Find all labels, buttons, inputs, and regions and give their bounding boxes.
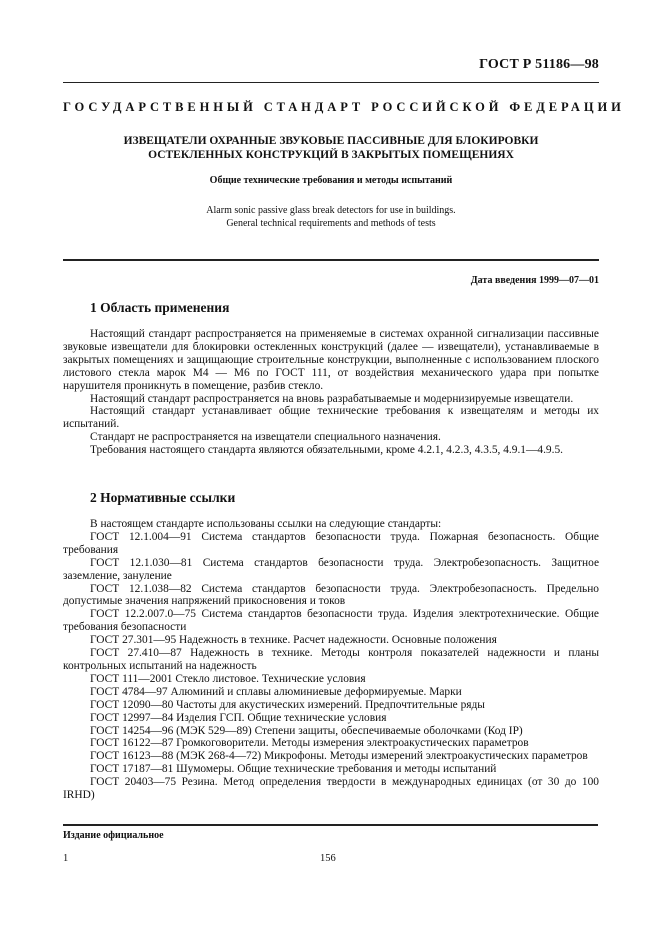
title-divider (63, 259, 599, 261)
reference-item: ГОСТ 12090—80 Частоты для акустических измерений. Предпочтительные ряды (90, 698, 485, 711)
paragraph: Стандарт не распространяется на извещатели специального назначения. (90, 431, 441, 444)
reference-item: ГОСТ 16122—87 Громкоговорители. Методы измерения электроакустических параметров (90, 737, 529, 750)
introduction-date: Дата введения 1999—07—01 (470, 275, 599, 286)
paragraph: Требования настоящего стандарта являются обязательными, кроме 4.2.1, 4.2.3, 4.3.5, 4.9.1—4.9.5. (90, 444, 564, 457)
sheet-number: 1 (63, 853, 69, 864)
document-subtitle: Общие технические требования и методы испытаний (209, 175, 453, 186)
section-heading: 1 Область применения (90, 300, 230, 315)
reference-item: ГОСТ 14254—96 (МЭК 529—89) Степени защиты, обеспечиваемые оболочками (Код IP) (90, 724, 523, 737)
section-scope (63, 300, 599, 457)
document-title-line-2: ОСТЕКЛЕННЫХ КОНСТРУКЦИЙ В ЗАКРЫТЫХ ПОМЕЩЕНИЯХ (148, 149, 514, 161)
standard-code: ГОСТ Р 51186—98 (479, 57, 599, 72)
reference-item: ГОСТ 12.1.030—81 Система стандартов безопасности труда. Электробезопасность. Защитное заземление, зануление (63, 556, 599, 582)
reference-item: ГОСТ 27.301—95 Надежность в технике. Расчет надежности. Основные положения (90, 634, 497, 647)
document-title (63, 134, 599, 162)
reference-item: ГОСТ 12997—84 Изделия ГСП. Общие технические условия (90, 711, 387, 724)
paragraph: Настоящий стандарт распространяется на применяемые в системах охранной сигнализации пассивные звуковые извещатели для блокировки остекленных конструкций (далее — извещатели), устанавливаемые в закрытых помещениях и защищающие строительные конструкции, выполненные с использованием плоского листового стекла марок М4 — М6 по ГОСТ 111, от воздействия механического удара при попытке нарушителя проникнуть в помещение, разбив стекло. (63, 328, 599, 392)
section-heading: 2 Нормативные ссылки (90, 490, 236, 505)
english-title-line-2: General technical requirements and methods of tests (226, 218, 436, 229)
english-title-line-1: Alarm sonic passive glass break detectors for use in buildings. (206, 205, 456, 216)
reference-item: ГОСТ 12.1.004—91 Система стандартов безопасности труда. Пожарная безопасность. Общие требования (63, 530, 599, 556)
reference-item: ГОСТ 20403—75 Резина. Метод определения твердости в международных единицах (от 30 до 100 IRHD) (63, 776, 599, 802)
paragraph: Настоящий стандарт распространяется на вновь разрабатываемые и модернизируемые извещатели. (90, 392, 574, 405)
footer-divider (63, 824, 598, 826)
reference-item: ГОСТ 4784—97 Алюминий и сплавы алюминиевые деформируемые. Марки (90, 685, 462, 698)
english-title (63, 204, 599, 230)
reference-item: ГОСТ 16123—88 (МЭК 268-4—72) Микрофоны. Методы измерений электроакустических параметров (90, 750, 588, 763)
document-title-line-1: ИЗВЕЩАТЕЛИ ОХРАННЫЕ ЗВУКОВЫЕ ПАССИВНЫЕ ДЛЯ БЛОКИРОВКИ (123, 135, 539, 147)
official-edition-label: Издание официальное (63, 830, 164, 841)
state-standard-title: ГОСУДАРСТВЕННЫЙ СТАНДАРТ РОССИЙСКОЙ ФЕДЕРАЦИИ (63, 100, 625, 114)
reference-item: В настоящем стандарте использованы ссылки на следующие стандарты: (90, 518, 442, 530)
section-normative-references (63, 490, 599, 802)
paragraph: Настоящий стандарт устанавливает общие технические требования к извещателям и методы их испытаний. (63, 405, 599, 431)
page-number: 156 (320, 853, 336, 864)
reference-item: ГОСТ 111—2001 Стекло листовое. Технические условия (90, 672, 366, 685)
reference-item: ГОСТ 17187—81 Шумомеры. Общие технические требования и методы испытаний (90, 763, 497, 776)
reference-item: ГОСТ 27.410—87 Надежность в технике. Методы контроля показателей надежности и планы контрольных испытаний на надежность (63, 647, 599, 672)
reference-item: ГОСТ 12.2.007.0—75 Система стандартов безопасности труда. Изделия электротехнические. Общие требования безопасности (63, 608, 599, 634)
header-divider (63, 82, 599, 83)
reference-item: ГОСТ 12.1.038—82 Система стандартов безопасности труда. Электробезопасность. Предельно допустимые значения напряжений прикосновения и токов (63, 582, 599, 608)
